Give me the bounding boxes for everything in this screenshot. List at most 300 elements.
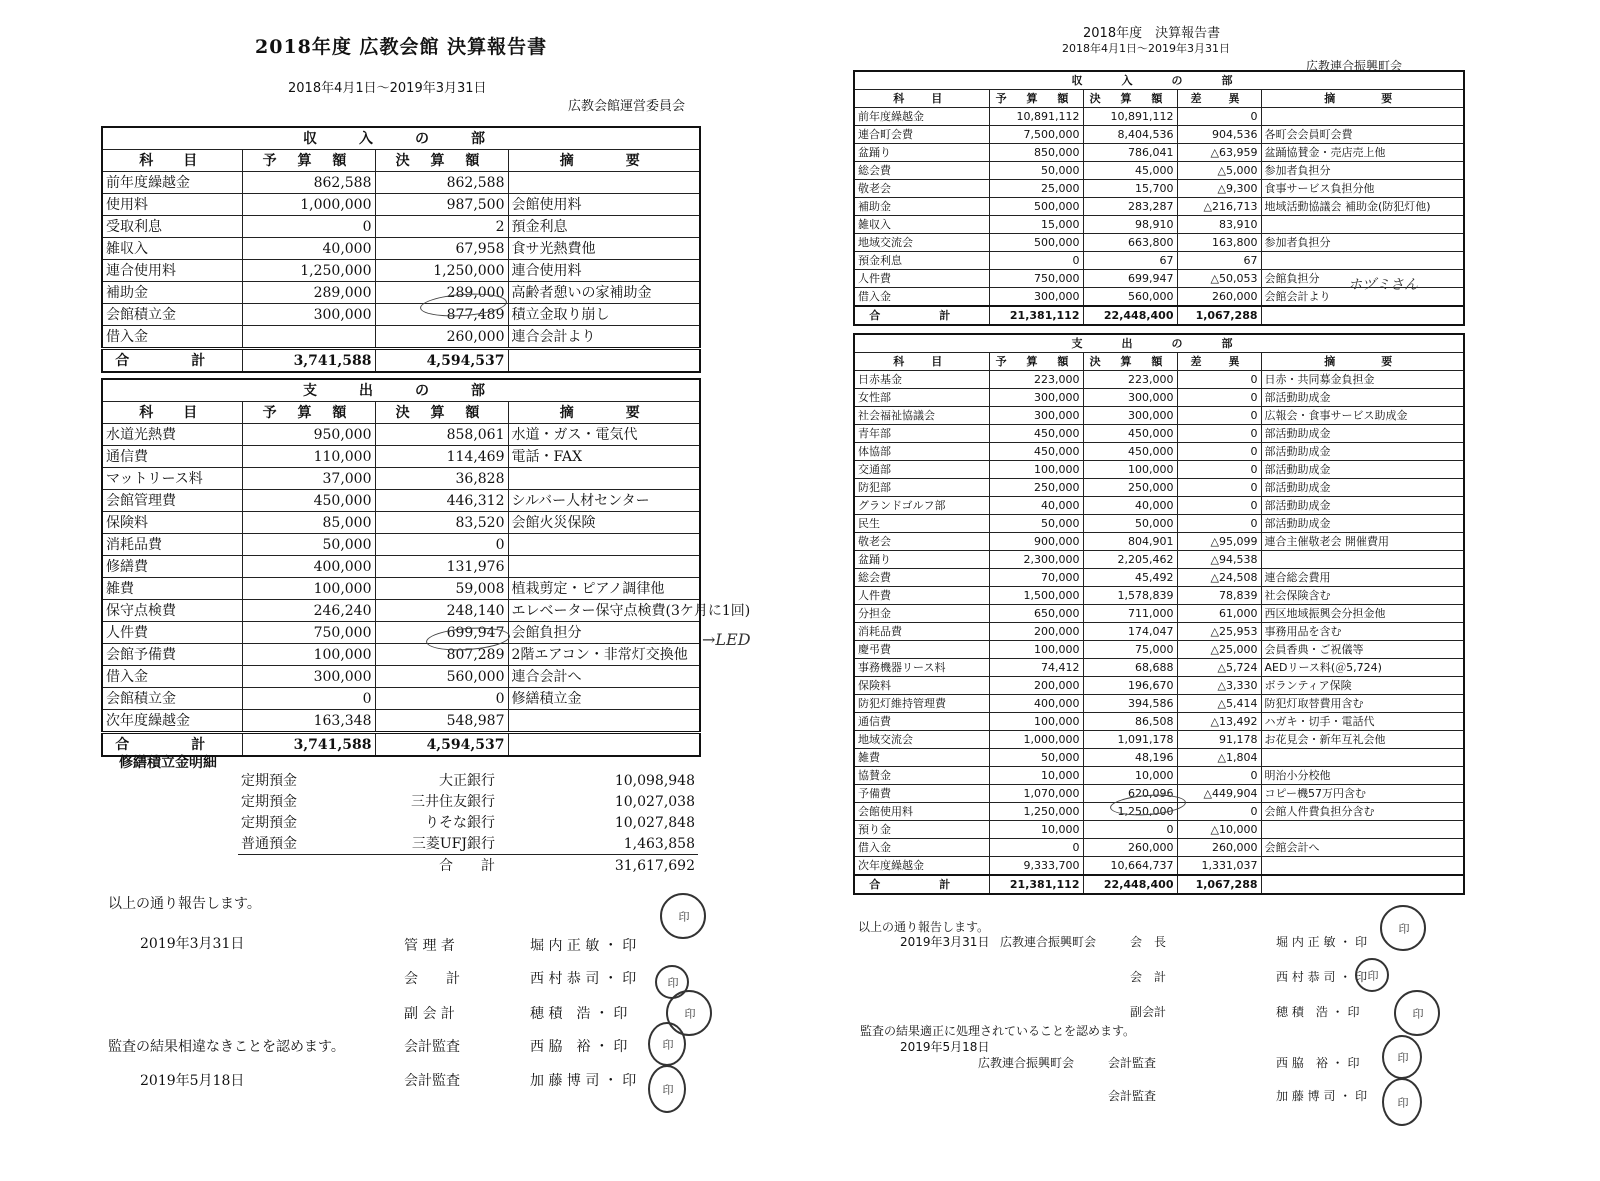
table-cell: △5,000 [1177, 162, 1261, 180]
table-cell: 部活動助成金 [1261, 443, 1464, 461]
table-cell: 予備費 [854, 785, 989, 803]
table-cell: 0 [242, 216, 375, 238]
table-cell: 450,000 [1083, 443, 1177, 461]
table-cell: 防犯灯維持管理費 [854, 695, 989, 713]
table-cell: 548,987 [375, 710, 508, 733]
table-row [854, 821, 1464, 839]
table-cell: △3,330 [1177, 677, 1261, 695]
table-cell: 9,333,700 [989, 857, 1083, 876]
seal-stamp: 印 [1380, 905, 1426, 951]
left-audit-text: 監査の結果相違なきことを認めます。 [108, 1039, 345, 1055]
total-cell: 3,741,588 [242, 733, 375, 757]
table-cell: 67 [1083, 252, 1177, 270]
table-cell: 10,891,112 [989, 108, 1083, 126]
column-header: 決 算 額 [375, 150, 508, 172]
table-cell: △5,414 [1177, 695, 1261, 713]
bank-name: 大正銀行 [439, 772, 495, 789]
seal-stamp: 印 [648, 1065, 686, 1113]
seal-stamp: 印 [1382, 1078, 1422, 1126]
table-cell: 450,000 [242, 490, 375, 512]
table-cell: 807,289 [375, 644, 508, 666]
table-cell: 450,000 [1083, 425, 1177, 443]
table-row [854, 515, 1464, 533]
table-cell: 会館予備費 [102, 644, 242, 666]
table-cell: 663,800 [1083, 234, 1177, 252]
table-cell: 223,000 [1083, 371, 1177, 389]
bank-name: りそな銀行 [425, 814, 495, 831]
column-header: 差 異 [1177, 353, 1261, 371]
table-cell: 0 [989, 252, 1083, 270]
signer-name: 西 脇 裕 ・ 印 [1276, 1056, 1360, 1070]
table-cell: 260,000 [1177, 839, 1261, 857]
table-cell: 10,664,737 [1083, 857, 1177, 876]
table-cell: △1,804 [1177, 749, 1261, 767]
table-cell: 水道光熱費 [102, 424, 242, 446]
table-cell: 2,205,462 [1083, 551, 1177, 569]
table-row [854, 407, 1464, 425]
seal-stamp: 印 [666, 990, 712, 1036]
table-row [854, 641, 1464, 659]
table-row [102, 688, 700, 710]
table-cell: 修繕費 [102, 556, 242, 578]
savings-total-label: 合 計 [328, 855, 498, 877]
table-cell: 61,000 [1177, 605, 1261, 623]
total-cell [508, 733, 700, 757]
table-row [102, 512, 700, 534]
table-cell: 盆踊り [854, 551, 989, 569]
table-cell [508, 534, 700, 556]
table-cell: 804,901 [1083, 533, 1177, 551]
deposit-type: 定期預金 [241, 814, 297, 831]
table-cell: 食事サービス負担分他 [1261, 180, 1464, 198]
table-cell: 消耗品費 [854, 623, 989, 641]
table-cell: 連合会計へ [508, 666, 700, 688]
table-cell: 40,000 [242, 238, 375, 260]
table-row [102, 710, 700, 733]
table-cell: 慶弔費 [854, 641, 989, 659]
table-cell: 協賛金 [854, 767, 989, 785]
table-cell: 50,000 [989, 515, 1083, 533]
table-row [854, 839, 1464, 857]
table-cell: 雑収入 [102, 238, 242, 260]
table-cell: 各町会会員町会費 [1261, 126, 1464, 144]
signer-name: 堀 内 正 敏 ・ 印 [530, 938, 637, 954]
left-report-text: 以上の通り報告します。 [108, 896, 261, 912]
table-cell: 10,891,112 [1083, 108, 1177, 126]
table-cell: 会館会計より [1261, 288, 1464, 307]
seal-stamp: 印 [1394, 990, 1440, 1036]
left-org: 広教会館運営委員会 [568, 99, 686, 114]
signer-role: 会 計 [1130, 970, 1167, 984]
table-cell: 114,469 [375, 446, 508, 468]
table-cell: △24,508 [1177, 569, 1261, 587]
table-cell: 86,508 [1083, 713, 1177, 731]
column-header: 摘 要 [508, 150, 700, 172]
table-cell: 394,586 [1083, 695, 1177, 713]
table-cell: 部活動助成金 [1261, 461, 1464, 479]
table-cell [508, 556, 700, 578]
total-cell: 1,067,288 [1177, 306, 1261, 325]
table-cell: 450,000 [989, 443, 1083, 461]
table-cell [1261, 216, 1464, 234]
table-cell: 450,000 [989, 425, 1083, 443]
table-row [854, 389, 1464, 407]
table-cell: 300,000 [242, 304, 375, 326]
table-cell: 防犯灯取替費用含む [1261, 695, 1464, 713]
signer-role: 副 会 計 [404, 1006, 455, 1022]
table-cell: △10,000 [1177, 821, 1261, 839]
table-cell: 83,910 [1177, 216, 1261, 234]
table-cell: 300,000 [989, 288, 1083, 307]
table-row [854, 659, 1464, 677]
table-cell: 446,312 [375, 490, 508, 512]
table-cell: 連合会計より [508, 326, 700, 349]
table-row [854, 767, 1464, 785]
table-cell: 163,348 [242, 710, 375, 733]
seal-stamp: 印 [1355, 958, 1389, 992]
table-cell: 青年部 [854, 425, 989, 443]
table-cell: 1,250,000 [242, 260, 375, 282]
table-cell: グランドゴルフ部 [854, 497, 989, 515]
table-row [102, 304, 700, 326]
right-audit-text: 監査の結果適正に処理されていることを認めます。 [860, 1024, 1136, 1038]
table-cell: 使用料 [102, 194, 242, 216]
table-cell: 連合主催敬老会 開催費用 [1261, 533, 1464, 551]
section-title: 支 出 の 部 [102, 379, 700, 402]
table-row [854, 479, 1464, 497]
table-cell: △95,099 [1177, 533, 1261, 551]
savings-title: 修繕積立金明細 [119, 755, 217, 771]
table-cell: 補助金 [854, 198, 989, 216]
table-cell: 1,000,000 [242, 194, 375, 216]
column-header: 科 目 [102, 402, 242, 424]
table-cell: 会館使用料 [508, 194, 700, 216]
table-row [102, 622, 700, 644]
table-cell: 社会保険含む [1261, 587, 1464, 605]
table-cell: 借入金 [854, 288, 989, 307]
table-cell: 受取利息 [102, 216, 242, 238]
table-cell: 70,000 [989, 569, 1083, 587]
table-cell: 200,000 [989, 677, 1083, 695]
table-row [854, 162, 1464, 180]
table-cell: 620,096 [1083, 785, 1177, 803]
table-cell: 雑収入 [854, 216, 989, 234]
table-cell: 223,000 [989, 371, 1083, 389]
table-cell: 前年度繰越金 [102, 172, 242, 194]
signer-role: 会計監査 [404, 1073, 460, 1089]
seal-stamp: 印 [648, 1022, 686, 1066]
seal-stamp: 印 [655, 965, 689, 999]
total-cell: 22,448,400 [1083, 875, 1177, 894]
savings-total-amount: 31,617,692 [498, 855, 698, 877]
table-cell: 保険料 [854, 677, 989, 695]
table-cell: 37,000 [242, 468, 375, 490]
table-cell: 45,000 [1083, 162, 1177, 180]
table-cell: 174,047 [1083, 623, 1177, 641]
table-cell: 補助金 [102, 282, 242, 304]
table-cell: 36,828 [375, 468, 508, 490]
section-header-row [854, 334, 1464, 353]
signer-role: 会計監査 [1108, 1089, 1157, 1103]
signer-name: 加 藤 博 司 ・ 印 [1276, 1089, 1368, 1103]
table-row [854, 623, 1464, 641]
right-period: 2018年4月1日～2019年3月31日 [1062, 42, 1230, 55]
table-cell: 預金利息 [854, 252, 989, 270]
column-header: 摘 要 [1261, 353, 1464, 371]
table-cell: 59,008 [375, 578, 508, 600]
table-row [854, 108, 1464, 126]
table-cell: 会館積立金 [102, 304, 242, 326]
section-title: 収 入 の 部 [854, 71, 1464, 90]
table-cell: 83,520 [375, 512, 508, 534]
right-title: 2018年度 決算報告書 [1083, 26, 1221, 41]
table-cell: 650,000 [989, 605, 1083, 623]
left-title: 2018年度 広教会館 決算報告書 [255, 36, 548, 58]
table-cell: 131,976 [375, 556, 508, 578]
table-cell: 0 [1177, 803, 1261, 821]
table-cell: 0 [1177, 767, 1261, 785]
table-row [854, 216, 1464, 234]
table-cell: 社会福祉協議会 [854, 407, 989, 425]
table-cell: 8,404,536 [1083, 126, 1177, 144]
table-cell: 借入金 [854, 839, 989, 857]
total-row [854, 306, 1464, 325]
table-row [854, 713, 1464, 731]
table-cell: 862,588 [375, 172, 508, 194]
seal-stamp: 印 [660, 893, 706, 939]
right-org: 広教連合振興町会 [1306, 59, 1403, 73]
table-cell: △25,000 [1177, 641, 1261, 659]
table-cell: 300,000 [1083, 407, 1177, 425]
table-cell: 78,839 [1177, 587, 1261, 605]
table-cell: 地域交流会 [854, 234, 989, 252]
table-row [854, 252, 1464, 270]
table-cell: 750,000 [242, 622, 375, 644]
table-cell: 0 [1177, 407, 1261, 425]
table-cell: 会館管理費 [102, 490, 242, 512]
table-cell: 総会費 [854, 569, 989, 587]
table-cell [508, 710, 700, 733]
table-cell [1261, 749, 1464, 767]
total-cell [1261, 306, 1464, 325]
table-cell: 通信費 [854, 713, 989, 731]
signer-name: 加 藤 博 司 ・ 印 [530, 1073, 637, 1089]
table-cell: 2,300,000 [989, 551, 1083, 569]
table-cell: 1,500,000 [989, 587, 1083, 605]
table-cell: 雑費 [854, 749, 989, 767]
table-cell: 2階エアコン・非常灯交換他 [508, 644, 700, 666]
deposit-amount: 10,027,038 [614, 793, 695, 810]
table-cell: 会館積立金 [102, 688, 242, 710]
table-cell: △9,300 [1177, 180, 1261, 198]
savings-row [238, 770, 698, 791]
table-cell: 食サ光熱費他 [508, 238, 700, 260]
table-cell: 400,000 [242, 556, 375, 578]
table-cell: 借入金 [102, 666, 242, 688]
table-cell: コピー機57万円含む [1261, 785, 1464, 803]
table-cell: 248,140 [375, 600, 508, 622]
deposit-amount: 1,463,858 [623, 835, 695, 852]
signer-role: 会 長 [1130, 935, 1167, 949]
table-cell: 100,000 [989, 461, 1083, 479]
savings-row [238, 791, 698, 812]
table-cell: 次年度繰越金 [102, 710, 242, 733]
table-cell: 196,670 [1083, 677, 1177, 695]
table-cell: 女性部 [854, 389, 989, 407]
table-cell: 300,000 [1083, 389, 1177, 407]
table-cell: 盆踊り [854, 144, 989, 162]
table-cell: 260,000 [375, 326, 508, 349]
table-cell: 15,000 [989, 216, 1083, 234]
total-cell [1261, 875, 1464, 894]
table-cell: 75,000 [1083, 641, 1177, 659]
table-cell: 交通部 [854, 461, 989, 479]
table-cell: 48,196 [1083, 749, 1177, 767]
table-row [102, 194, 700, 216]
table-row [102, 468, 700, 490]
table-cell: 保険料 [102, 512, 242, 534]
column-header: 予 算 額 [242, 150, 375, 172]
table-cell: 250,000 [1083, 479, 1177, 497]
table-cell: 7,500,000 [989, 126, 1083, 144]
signer-name: 西 村 恭 司 ・ 印 [1276, 970, 1368, 984]
table-cell [1261, 857, 1464, 876]
deposit-amount: 10,098,948 [614, 772, 695, 789]
table-cell: 100,000 [989, 641, 1083, 659]
table-cell: 会員香典・ご祝儀等 [1261, 641, 1464, 659]
table-cell: 借入金 [102, 326, 242, 349]
table-cell: 預り金 [854, 821, 989, 839]
table-cell: 1,070,000 [989, 785, 1083, 803]
column-header: 決 算 額 [1083, 353, 1177, 371]
table-cell: 西区地域振興会分担金他 [1261, 605, 1464, 623]
table-cell: 74,412 [989, 659, 1083, 677]
left-period: 2018年4月1日～2019年3月31日 [288, 81, 487, 96]
table-cell [508, 172, 700, 194]
total-cell: 21,381,112 [989, 875, 1083, 894]
right-report-text: 以上の通り報告します。 [858, 920, 990, 934]
table-cell: 0 [1177, 461, 1261, 479]
table-cell: 水道・ガス・電気代 [508, 424, 700, 446]
table-cell: 50,000 [989, 162, 1083, 180]
column-header-row [854, 90, 1464, 108]
column-header: 予 算 額 [989, 353, 1083, 371]
table-cell: 904,536 [1177, 126, 1261, 144]
table-cell: 560,000 [375, 666, 508, 688]
table-cell: 0 [375, 534, 508, 556]
table-cell: 会館火災保険 [508, 512, 700, 534]
deposit-type: 定期預金 [241, 793, 297, 810]
table-cell: 通信費 [102, 446, 242, 468]
table-row [854, 126, 1464, 144]
table-cell: 711,000 [1083, 605, 1177, 623]
table-cell: 植栽剪定・ピアノ調律他 [508, 578, 700, 600]
table-cell: 参加者負担分 [1261, 162, 1464, 180]
table-cell: 1,250,000 [1083, 803, 1177, 821]
table-cell: 0 [1177, 425, 1261, 443]
table-row [854, 371, 1464, 389]
deposit-type: 普通預金 [241, 835, 297, 852]
table-cell: 250,000 [989, 479, 1083, 497]
table-cell: 950,000 [242, 424, 375, 446]
table-cell: △216,713 [1177, 198, 1261, 216]
table-cell: △449,904 [1177, 785, 1261, 803]
table-cell: 雑費 [102, 578, 242, 600]
table-cell: 1,250,000 [375, 260, 508, 282]
seal-stamp: 印 [1382, 1035, 1422, 1079]
table-cell: 地域交流会 [854, 731, 989, 749]
table-row [854, 461, 1464, 479]
signer-name: 西 村 恭 司 ・ 印 [530, 971, 637, 987]
column-header: 摘 要 [1261, 90, 1464, 108]
table-cell: 50,000 [242, 534, 375, 556]
table-cell: 会館会計へ [1261, 839, 1464, 857]
table-cell: 事務用品を含む [1261, 623, 1464, 641]
signer-role: 会計監査 [1108, 1056, 1157, 1070]
table-cell: 1,000,000 [989, 731, 1083, 749]
signer-role: 管 理 者 [404, 938, 455, 954]
table-cell: 283,287 [1083, 198, 1177, 216]
total-cell: 4,594,537 [375, 349, 508, 373]
total-row [102, 349, 700, 373]
table-cell: 0 [1177, 479, 1261, 497]
table-cell: 民生 [854, 515, 989, 533]
table-cell: △50,053 [1177, 270, 1261, 288]
signer-role: 会 計 [404, 971, 460, 987]
table-cell: 連合使用料 [102, 260, 242, 282]
table-cell [242, 326, 375, 349]
table-row [854, 234, 1464, 252]
column-header: 摘 要 [508, 402, 700, 424]
table-cell: 部活動助成金 [1261, 497, 1464, 515]
table-row [854, 695, 1464, 713]
table-cell: 100,000 [242, 644, 375, 666]
table-cell: △63,959 [1177, 144, 1261, 162]
column-header: 科 目 [854, 353, 989, 371]
table-cell: 保守点検費 [102, 600, 242, 622]
table-cell [1261, 252, 1464, 270]
table-cell: 987,500 [375, 194, 508, 216]
section-header-row [854, 71, 1464, 90]
savings-row [238, 812, 698, 833]
signer-name: 堀 内 正 敏 ・ 印 [1276, 935, 1368, 949]
table-cell: 人件費 [854, 587, 989, 605]
section-title: 収 入 の 部 [102, 127, 700, 150]
table-cell: 2 [375, 216, 508, 238]
table-row [854, 605, 1464, 623]
table-row [102, 666, 700, 688]
table-cell: お花見会・新年互礼会他 [1261, 731, 1464, 749]
table-row [102, 216, 700, 238]
table-cell: 289,000 [242, 282, 375, 304]
table-cell: 次年度繰越金 [854, 857, 989, 876]
table-cell: 積立金取り崩し [508, 304, 700, 326]
table-cell: 0 [242, 688, 375, 710]
total-cell: 1,067,288 [1177, 875, 1261, 894]
signer-role: 会計監査 [404, 1039, 460, 1055]
table-row [102, 172, 700, 194]
table-cell [1261, 108, 1464, 126]
table-row [854, 551, 1464, 569]
table-cell: 1,331,037 [1177, 857, 1261, 876]
table-cell: 68,688 [1083, 659, 1177, 677]
section-title: 支 出 の 部 [854, 334, 1464, 353]
table-cell: 0 [1083, 821, 1177, 839]
table-cell: 98,910 [1083, 216, 1177, 234]
table-cell: 参加者負担分 [1261, 234, 1464, 252]
table-cell: 0 [1177, 497, 1261, 515]
table-row [854, 731, 1464, 749]
